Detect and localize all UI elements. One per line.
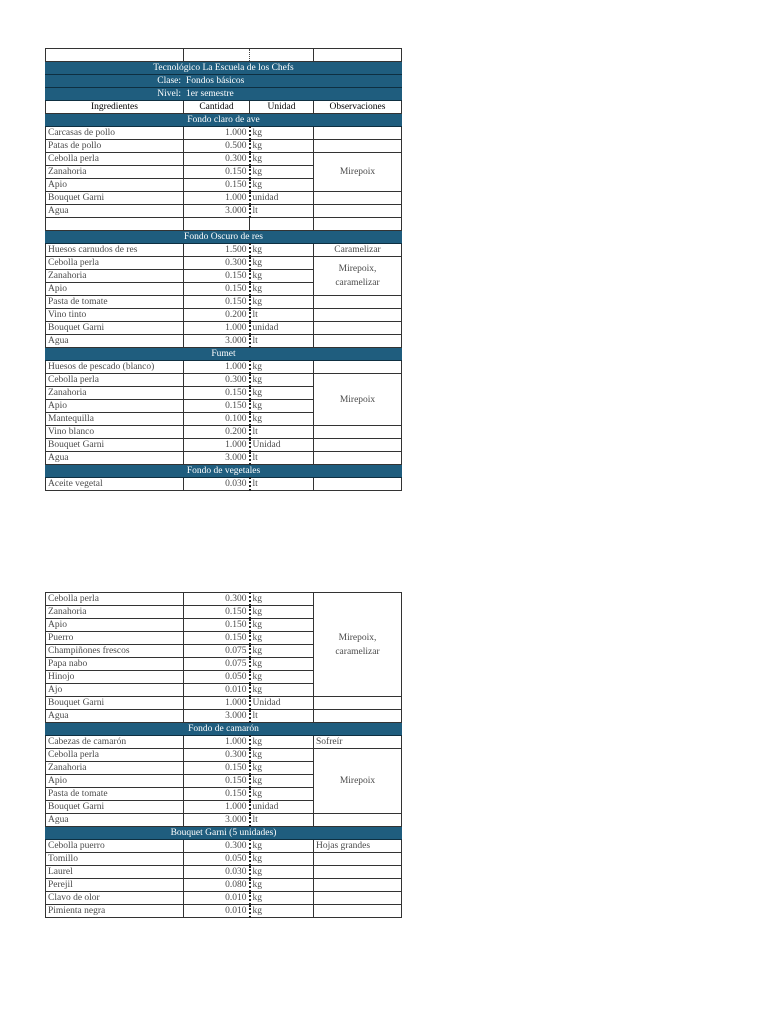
unit-cell[interactable]: unidad: [250, 322, 314, 335]
quantity-cell[interactable]: 0.030: [184, 478, 250, 491]
ingredient-cell[interactable]: Cebolla perla: [46, 749, 184, 762]
unit-cell[interactable]: lt: [250, 426, 314, 439]
header-cantidad[interactable]: Cantidad: [184, 101, 250, 114]
quantity-cell[interactable]: 0.150: [184, 166, 250, 179]
table-row: [46, 439, 402, 452]
observation-cell[interactable]: [314, 866, 402, 879]
nivel-value[interactable]: 1er semestre: [184, 88, 402, 101]
ingredient-cell[interactable]: Zanahoria: [46, 166, 184, 179]
ingredient-cell[interactable]: Tomillo: [46, 853, 184, 866]
table-row: [46, 814, 402, 827]
observation-cell[interactable]: [314, 335, 402, 348]
ingredient-cell[interactable]: Cebolla perla: [46, 374, 184, 387]
unit-cell[interactable]: kg: [250, 840, 314, 853]
empty-top-row: [46, 49, 402, 62]
section-header: [46, 114, 402, 127]
unit-cell[interactable]: Unidad: [250, 439, 314, 452]
observation-cell[interactable]: [314, 905, 402, 918]
quantity-cell[interactable]: 0.075: [184, 658, 250, 671]
table-row: [46, 697, 402, 710]
unit-cell[interactable]: kg: [250, 127, 314, 140]
quantity-cell[interactable]: 0.150: [184, 387, 250, 400]
section-title[interactable]: Fumet: [46, 348, 402, 361]
unit-cell[interactable]: kg: [250, 905, 314, 918]
unit-cell[interactable]: kg: [250, 166, 314, 179]
quantity-cell[interactable]: 0.200: [184, 426, 250, 439]
quantity-cell[interactable]: 0.030: [184, 866, 250, 879]
quantity-cell[interactable]: 0.300: [184, 257, 250, 270]
ingredient-cell[interactable]: Ajo: [46, 684, 184, 697]
quantity-cell[interactable]: 0.010: [184, 684, 250, 697]
unit-cell[interactable]: kg: [250, 387, 314, 400]
observation-cell-mirepoix[interactable]: Mirepoix: [314, 153, 402, 192]
quantity-cell[interactable]: 1.000: [184, 736, 250, 749]
unit-cell[interactable]: kg: [250, 593, 314, 606]
ingredient-cell[interactable]: Agua: [46, 710, 184, 723]
observation-cell[interactable]: [314, 127, 402, 140]
ingredient-cell[interactable]: Aceite vegetal: [46, 478, 184, 491]
ingredient-cell[interactable]: Agua: [46, 814, 184, 827]
table-row: [46, 244, 402, 257]
ingredient-cell[interactable]: Pasta de tomate: [46, 296, 184, 309]
ingredient-cell[interactable]: Hinojo: [46, 671, 184, 684]
unit-cell[interactable]: kg: [250, 619, 314, 632]
cell[interactable]: [250, 218, 314, 231]
observation-cell-caramelizar[interactable]: Caramelizar: [314, 244, 402, 257]
unit-cell[interactable]: kg: [250, 179, 314, 192]
nivel-label[interactable]: Nivel:: [46, 88, 184, 101]
ingredient-cell[interactable]: Agua: [46, 452, 184, 465]
ingredient-cell[interactable]: Bouquet Garni: [46, 439, 184, 452]
ingredient-cell[interactable]: Vino blanco: [46, 426, 184, 439]
table-row: [46, 452, 402, 465]
table-row: [46, 478, 402, 491]
quantity-cell[interactable]: 0.300: [184, 840, 250, 853]
unit-cell[interactable]: kg: [250, 749, 314, 762]
ingredient-cell[interactable]: Huesos carnudos de res: [46, 244, 184, 257]
ingredient-cell[interactable]: Zanahoria: [46, 762, 184, 775]
quantity-cell[interactable]: 0.150: [184, 270, 250, 283]
quantity-cell[interactable]: 3.000: [184, 710, 250, 723]
table-row: [46, 140, 402, 153]
quantity-cell[interactable]: 0.150: [184, 179, 250, 192]
ingredient-cell[interactable]: Bouquet Garni: [46, 801, 184, 814]
quantity-cell[interactable]: 0.300: [184, 749, 250, 762]
recipe-sheet-page-2: [45, 592, 402, 918]
quantity-cell[interactable]: 1.000: [184, 322, 250, 335]
ingredient-cell[interactable]: Champiñones frescos: [46, 645, 184, 658]
ingredient-cell[interactable]: Bouquet Garni: [46, 697, 184, 710]
observation-cell[interactable]: [314, 879, 402, 892]
table-row: [46, 426, 402, 439]
quantity-cell[interactable]: 1.000: [184, 361, 250, 374]
unit-cell[interactable]: kg: [250, 892, 314, 905]
section-title[interactable]: Bouquet Garni (5 unidades): [46, 827, 402, 840]
ingredient-cell[interactable]: Vino tinto: [46, 309, 184, 322]
table-row: [46, 374, 402, 387]
section-header: [46, 231, 402, 244]
observation-cell[interactable]: [314, 439, 402, 452]
unit-cell[interactable]: kg: [250, 866, 314, 879]
ingredient-cell[interactable]: Apio: [46, 619, 184, 632]
table-row: [46, 205, 402, 218]
unit-cell[interactable]: lt: [250, 309, 314, 322]
quantity-cell[interactable]: 0.050: [184, 671, 250, 684]
table-row: [46, 840, 402, 853]
unit-cell[interactable]: kg: [250, 413, 314, 426]
column-header-row: [46, 101, 402, 114]
section-title[interactable]: Fondo Oscuro de res: [46, 231, 402, 244]
quantity-cell[interactable]: 0.150: [184, 400, 250, 413]
quantity-cell[interactable]: 1.000: [184, 801, 250, 814]
table-row: [46, 736, 402, 749]
clase-label[interactable]: Clase:: [46, 75, 184, 88]
clase-value[interactable]: Fondos básicos: [184, 75, 402, 88]
ingredient-cell[interactable]: Zanahoria: [46, 606, 184, 619]
ingredient-cell[interactable]: Laurel: [46, 866, 184, 879]
section-title[interactable]: Fondo de vegetales: [46, 465, 402, 478]
table-row: [46, 309, 402, 322]
ingredient-cell[interactable]: Patas de pollo: [46, 140, 184, 153]
ingredient-cell[interactable]: Zanahoria: [46, 387, 184, 400]
unit-cell[interactable]: kg: [250, 283, 314, 296]
ingredient-cell[interactable]: Pasta de tomate: [46, 788, 184, 801]
ingredient-cell[interactable]: Apio: [46, 775, 184, 788]
cell[interactable]: [46, 49, 184, 62]
section-header: [46, 827, 402, 840]
ingredient-cell[interactable]: Cebolla perla: [46, 257, 184, 270]
unit-cell[interactable]: lt: [250, 710, 314, 723]
observation-cell[interactable]: [314, 697, 402, 710]
table-row: [46, 153, 402, 166]
quantity-cell[interactable]: 3.000: [184, 814, 250, 827]
table-row: [46, 593, 402, 606]
unit-cell[interactable]: kg: [250, 879, 314, 892]
ingredient-cell[interactable]: Bouquet Garni: [46, 192, 184, 205]
observation-cell[interactable]: [314, 296, 402, 309]
quantity-cell[interactable]: 1.000: [184, 697, 250, 710]
unit-cell[interactable]: kg: [250, 645, 314, 658]
unit-cell[interactable]: kg: [250, 400, 314, 413]
section-header: [46, 465, 402, 478]
unit-cell[interactable]: kg: [250, 736, 314, 749]
quantity-cell[interactable]: 0.150: [184, 788, 250, 801]
table-row: [46, 866, 402, 879]
header-ingredientes[interactable]: Ingredientes: [46, 101, 184, 114]
unit-cell[interactable]: kg: [250, 671, 314, 684]
cell[interactable]: [314, 218, 402, 231]
observation-cell[interactable]: [314, 309, 402, 322]
quantity-cell[interactable]: 3.000: [184, 452, 250, 465]
unit-cell[interactable]: unidad: [250, 192, 314, 205]
ingredient-cell[interactable]: Agua: [46, 335, 184, 348]
observation-cell[interactable]: [314, 192, 402, 205]
unit-cell[interactable]: kg: [250, 684, 314, 697]
ingredient-cell[interactable]: Papa nabo: [46, 658, 184, 671]
clase-band: [46, 75, 402, 88]
table-row: [46, 361, 402, 374]
title-band: [46, 62, 402, 75]
quantity-cell[interactable]: 3.000: [184, 205, 250, 218]
unit-cell[interactable]: kg: [250, 788, 314, 801]
ingredient-cell[interactable]: Cebolla puerro: [46, 840, 184, 853]
unit-cell[interactable]: kg: [250, 153, 314, 166]
observation-cell-hojas-grandes[interactable]: Hojas grandes: [314, 840, 402, 853]
observation-cell[interactable]: [314, 710, 402, 723]
unit-cell[interactable]: kg: [250, 632, 314, 645]
blank-row: [46, 218, 402, 231]
unit-cell[interactable]: lt: [250, 478, 314, 491]
cell[interactable]: [184, 218, 250, 231]
unit-cell[interactable]: lt: [250, 335, 314, 348]
quantity-cell[interactable]: 1.500: [184, 244, 250, 257]
table-row: [46, 879, 402, 892]
observation-cell[interactable]: [314, 140, 402, 153]
ingredient-cell[interactable]: Perejil: [46, 879, 184, 892]
ingredient-cell[interactable]: Apio: [46, 179, 184, 192]
section-header: [46, 723, 402, 736]
unit-cell[interactable]: kg: [250, 775, 314, 788]
quantity-cell[interactable]: 0.050: [184, 853, 250, 866]
quantity-cell[interactable]: 0.150: [184, 283, 250, 296]
observation-cell-sofreir[interactable]: Sofreír: [314, 736, 402, 749]
ingredient-cell[interactable]: Cebolla perla: [46, 153, 184, 166]
unit-cell[interactable]: lt: [250, 205, 314, 218]
unit-cell[interactable]: lt: [250, 814, 314, 827]
quantity-cell[interactable]: 0.200: [184, 309, 250, 322]
cell[interactable]: [184, 49, 250, 62]
quantity-cell[interactable]: 0.300: [184, 374, 250, 387]
unit-cell[interactable]: kg: [250, 762, 314, 775]
cell[interactable]: [250, 49, 314, 62]
unit-cell[interactable]: kg: [250, 270, 314, 283]
unit-cell[interactable]: kg: [250, 244, 314, 257]
unit-cell[interactable]: unidad: [250, 801, 314, 814]
table-row: [46, 335, 402, 348]
header-observaciones[interactable]: Observaciones: [314, 101, 402, 114]
ingredient-cell[interactable]: Pimienta negra: [46, 905, 184, 918]
ingredient-cell[interactable]: Puerro: [46, 632, 184, 645]
quantity-cell[interactable]: 3.000: [184, 335, 250, 348]
observation-cell[interactable]: [314, 853, 402, 866]
quantity-cell[interactable]: 0.150: [184, 296, 250, 309]
observation-cell-mirepoix-caramelizar[interactable]: Mirepoix, caramelizar: [314, 593, 402, 697]
nivel-band: [46, 88, 402, 101]
ingredient-cell[interactable]: Mantequilla: [46, 413, 184, 426]
ingredient-cell[interactable]: Carcasas de pollo: [46, 127, 184, 140]
observation-cell-mirepoix[interactable]: Mirepoix: [314, 749, 402, 814]
quantity-cell[interactable]: 1.000: [184, 127, 250, 140]
ingredient-cell[interactable]: Agua: [46, 205, 184, 218]
quantity-cell[interactable]: 0.080: [184, 879, 250, 892]
observation-cell[interactable]: [314, 478, 402, 491]
observation-cell[interactable]: [314, 426, 402, 439]
quantity-cell[interactable]: 1.000: [184, 192, 250, 205]
header-unidad[interactable]: Unidad: [250, 101, 314, 114]
unit-cell[interactable]: kg: [250, 853, 314, 866]
unit-cell[interactable]: kg: [250, 361, 314, 374]
unit-cell[interactable]: kg: [250, 140, 314, 153]
table-row: [46, 853, 402, 866]
observation-cell[interactable]: [314, 361, 402, 374]
cell[interactable]: [314, 49, 402, 62]
unit-cell[interactable]: kg: [250, 257, 314, 270]
quantity-cell[interactable]: 0.150: [184, 775, 250, 788]
ingredient-cell[interactable]: Bouquet Garni: [46, 322, 184, 335]
quantity-cell[interactable]: 0.300: [184, 153, 250, 166]
quantity-cell[interactable]: 1.000: [184, 439, 250, 452]
table-row: [46, 905, 402, 918]
unit-cell[interactable]: kg: [250, 606, 314, 619]
unit-cell[interactable]: kg: [250, 296, 314, 309]
quantity-cell[interactable]: 0.010: [184, 905, 250, 918]
table-row: [46, 892, 402, 905]
quantity-cell[interactable]: 0.010: [184, 892, 250, 905]
table-row: [46, 192, 402, 205]
ingredient-cell[interactable]: Apio: [46, 400, 184, 413]
quantity-cell[interactable]: 0.300: [184, 593, 250, 606]
ingredient-cell[interactable]: Apio: [46, 283, 184, 296]
ingredient-cell[interactable]: Clavo de olor: [46, 892, 184, 905]
section-title[interactable]: Fondo de camarón: [46, 723, 402, 736]
table-row: [46, 710, 402, 723]
observation-cell[interactable]: [314, 814, 402, 827]
table-row: [46, 257, 402, 270]
unit-cell[interactable]: kg: [250, 374, 314, 387]
quantity-cell[interactable]: 0.150: [184, 632, 250, 645]
recipe-sheet-page-1: [45, 48, 402, 491]
observation-cell-mirepoix[interactable]: Mirepoix: [314, 374, 402, 426]
observation-cell[interactable]: [314, 892, 402, 905]
table-row: [46, 749, 402, 762]
ingredient-cell[interactable]: Cebolla perla: [46, 593, 184, 606]
observation-cell[interactable]: [314, 452, 402, 465]
quantity-cell[interactable]: 0.150: [184, 619, 250, 632]
observation-cell[interactable]: [314, 205, 402, 218]
ingredient-cell[interactable]: Huesos de pescado (blanco): [46, 361, 184, 374]
table-row: [46, 296, 402, 309]
table-row: [46, 127, 402, 140]
table-row: [46, 322, 402, 335]
section-header: [46, 348, 402, 361]
unit-cell[interactable]: Unidad: [250, 697, 314, 710]
section-title[interactable]: Fondo claro de ave: [46, 114, 402, 127]
unit-cell[interactable]: lt: [250, 452, 314, 465]
quantity-cell[interactable]: 0.500: [184, 140, 250, 153]
school-title[interactable]: Tecnológico La Escuela de los Chefs: [46, 62, 402, 75]
quantity-cell[interactable]: 0.100: [184, 413, 250, 426]
ingredient-cell[interactable]: Cabezas de camarón: [46, 736, 184, 749]
observation-cell[interactable]: [314, 322, 402, 335]
quantity-cell[interactable]: 0.150: [184, 762, 250, 775]
cell[interactable]: [46, 218, 184, 231]
unit-cell[interactable]: kg: [250, 658, 314, 671]
quantity-cell[interactable]: 0.075: [184, 645, 250, 658]
ingredient-cell[interactable]: Zanahoria: [46, 270, 184, 283]
quantity-cell[interactable]: 0.150: [184, 606, 250, 619]
observation-cell-mirepoix-caramelizar[interactable]: Mirepoix, caramelizar: [314, 257, 402, 296]
